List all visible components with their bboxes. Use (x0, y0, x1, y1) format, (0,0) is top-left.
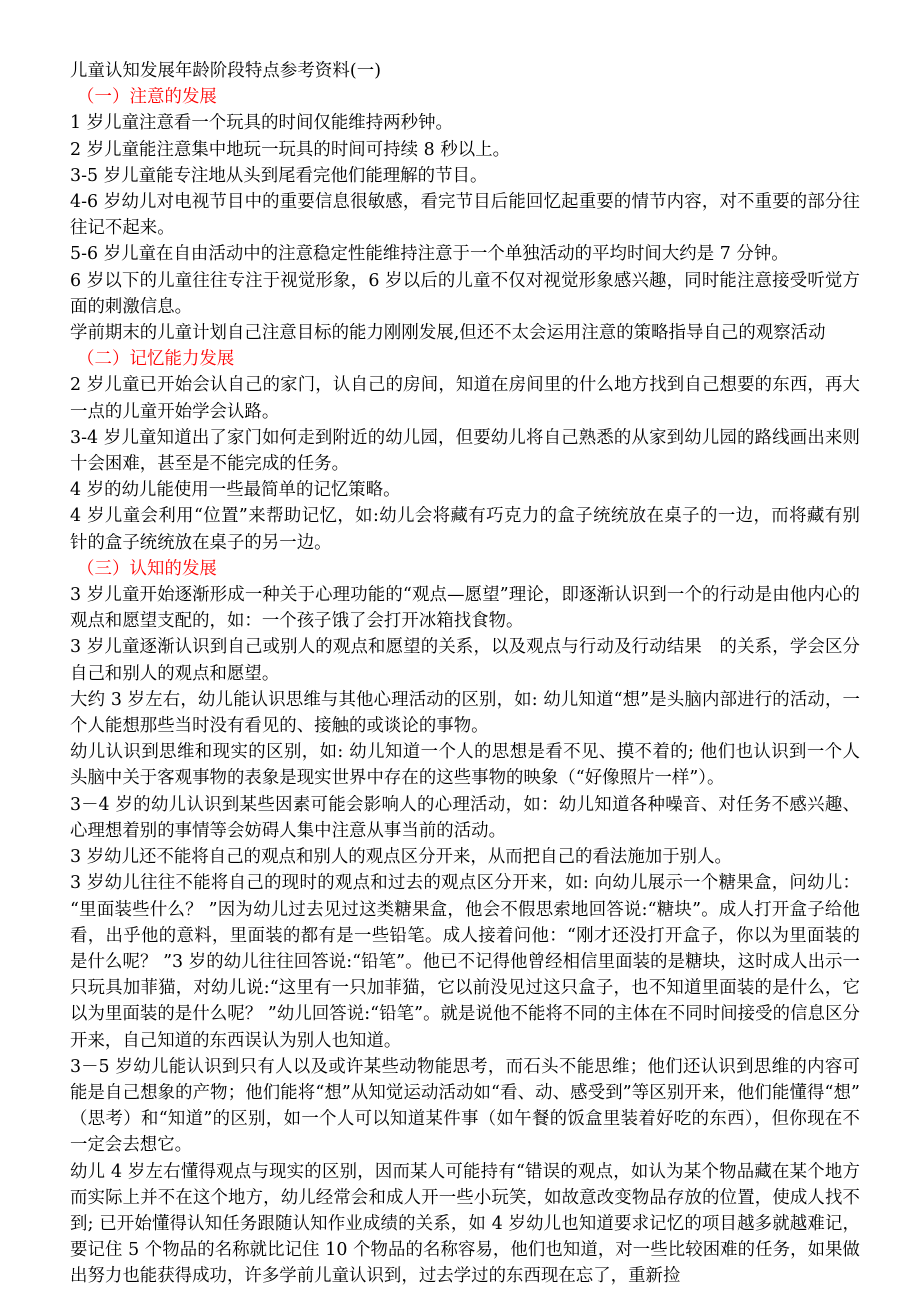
paragraph: 6 岁以下的儿童往往专注于视觉形象，6 岁以后的儿童不仅对视觉形象感兴趣，同时能注意接受听觉方面的刺激信息。 (70, 270, 860, 317)
paragraph: 2 岁儿童能注意集中地玩一玩具的时间可持续 8 秒以上。 (70, 139, 511, 160)
paragraph: 4-6 岁幼儿对电视节目中的重要信息很敏感，看完节目后能回忆起重要的情节内容，对不重要的部分往往记不起来。 (70, 192, 860, 239)
paragraph: 4 岁的幼儿能使用一些最简单的记忆策略。 (70, 480, 401, 501)
paragraph: 1 岁儿童注意看一个玩具的时间仅能维持两秒钟。 (70, 113, 453, 134)
paragraph: 2 岁儿童已开始会认自己的家门，认自己的房间，知道在房间里的什么地方找到自己想要的东西，再大一点的儿童开始学会认路。 (70, 375, 860, 422)
paragraph: 4 岁儿童会利用“位置”来帮助记忆，如:幼儿会将藏有巧克力的盒子统统放在桌子的一边，而将藏有别针的盒子统统放在桌子的另一边。 (70, 506, 860, 553)
paragraph: 3 岁儿童逐渐认识到自己或别人的观点和愿望的关系，以及观点与行动及行动结果 的关系，学会区分自己和别人的观点和愿望。 (70, 637, 860, 684)
paragraph: 3 岁幼儿往往不能将自己的现时的观点和过去的观点区分开来，如: 向幼儿展示一个糖果盒，问幼儿：“里面装些什么？ ”因为幼儿过去见过这类糖果盒，他会不假思索地回答说:“糖块”。成人打开盒子给他看，出乎他的意料，里面装的都有是一些铅笔。成人接着问他：“刚才还没打开盒子，你以为里面装的是什么呢？ ”3 岁的幼儿往往回答说:“铅笔”。他已不记得他曾经相信里面装的是糖块，这时成人出示一只玩具加菲猫，对幼儿说:“这里有一只加菲猫，它以前没见过这只盒子，也不知道里面装的是什么，它以为里面装的是什么呢？ ”幼儿回答说:“铅笔”。就是说他不能将不同的主体在不同时间接受的信息区分开来，自己知道的东西误认为别人也知道。 (70, 873, 860, 1051)
paragraph: 3－5 岁幼儿能认识到只有人以及或许某些动物能思考，而石头不能思维；他们还认识到思维的内容可能是自己想象的产物；他们能将“想”从知觉运动活动如“看、动、感受到”等区别开来，他们能懂得“想”（思考）和“知道”的区别，如一个人可以知道某件事（如午餐的饭盒里装着好吃的东西），但你现在不一定会去想它。 (70, 1056, 860, 1156)
paragraph: 幼儿 4 岁左右懂得观点与现实的区别，因而某人可能持有“错误的观点，如认为某个物品藏在某个地方而实际上并不在这个地方，幼儿经常会和成人开一些小玩笑，如故意改变物品存放的位置，使成人找不到; 已开始懂得认知任务跟随认知作业成绩的关系，如 4 岁幼儿也知道要求记忆的项目越多就越难记，要记住 5 个物品的名称就比记住 10 个物品的名称容易，他们也知道，对一些比较困难的任务，如果做出努力也能获得成功，许多学前儿童认识到，过去学过的东西现在忘了，重新捡 (70, 1161, 860, 1287)
paragraph: 3－4 岁的幼儿认识到某些因素可能会影响人的心理活动，如：幼儿知道各种噪音、对任务不感兴趣、心理想着别的事情等会妨碍人集中注意从事当前的活动。 (70, 794, 860, 841)
section-heading-1: （一）注意的发展 (77, 87, 217, 108)
paragraph: 3 岁幼儿还不能将自己的观点和别人的观点区分开来，从而把自己的看法施加于别人。 (70, 847, 732, 868)
paragraph: 3-4 岁儿童知道出了家门如何走到附近的幼儿园，但要幼儿将自己熟悉的从家到幼儿园的路线画出来则十会困难，甚至是不能完成的任务。 (70, 427, 860, 475)
paragraph: 3-5 岁儿童能专注地从头到尾看完他们能理解的节目。 (70, 165, 488, 186)
paragraph: 大约 3 岁左右，幼儿能认识思维与其他心理活动的区别，如: 幼儿知道“想”是头脑内部进行的活动，一个人能想那些当时没有看见的、接触的或谈论的事物。 (70, 689, 860, 737)
paragraph: 幼儿认识到思维和现实的区别，如: 幼儿知道一个人的思想是看不见、摸不着的; 他们也认识到一个人头脑中关于客观事物的表象是现实世界中存在的这些事物的映象（“好像照片一样”）。 (70, 742, 860, 789)
section-heading-2: （二）记忆能力发展 (77, 349, 235, 370)
paragraph: 3 岁儿童开始逐渐形成一种关于心理功能的“观点—愿望”理论，即逐渐认识到一个的行动是由他内心的观点和愿望支配的，如：一个孩子饿了会打开冰箱找食物。 (70, 585, 860, 632)
document-title: 儿童认知发展年龄阶段特点参考资料(一) (70, 61, 382, 81)
document-body (70, 58, 860, 1290)
section-heading-3: （三）认知的发展 (77, 558, 217, 579)
paragraph: 学前期末的儿童计划自己注意目标的能力刚刚发展,但还不太会运用注意的策略指导自己的观察活动 (70, 323, 826, 344)
paragraph: 5-6 岁儿童在自由活动中的注意稳定性能维持注意于一个单独活动的平均时间大约是 7 分钟。 (70, 244, 789, 265)
